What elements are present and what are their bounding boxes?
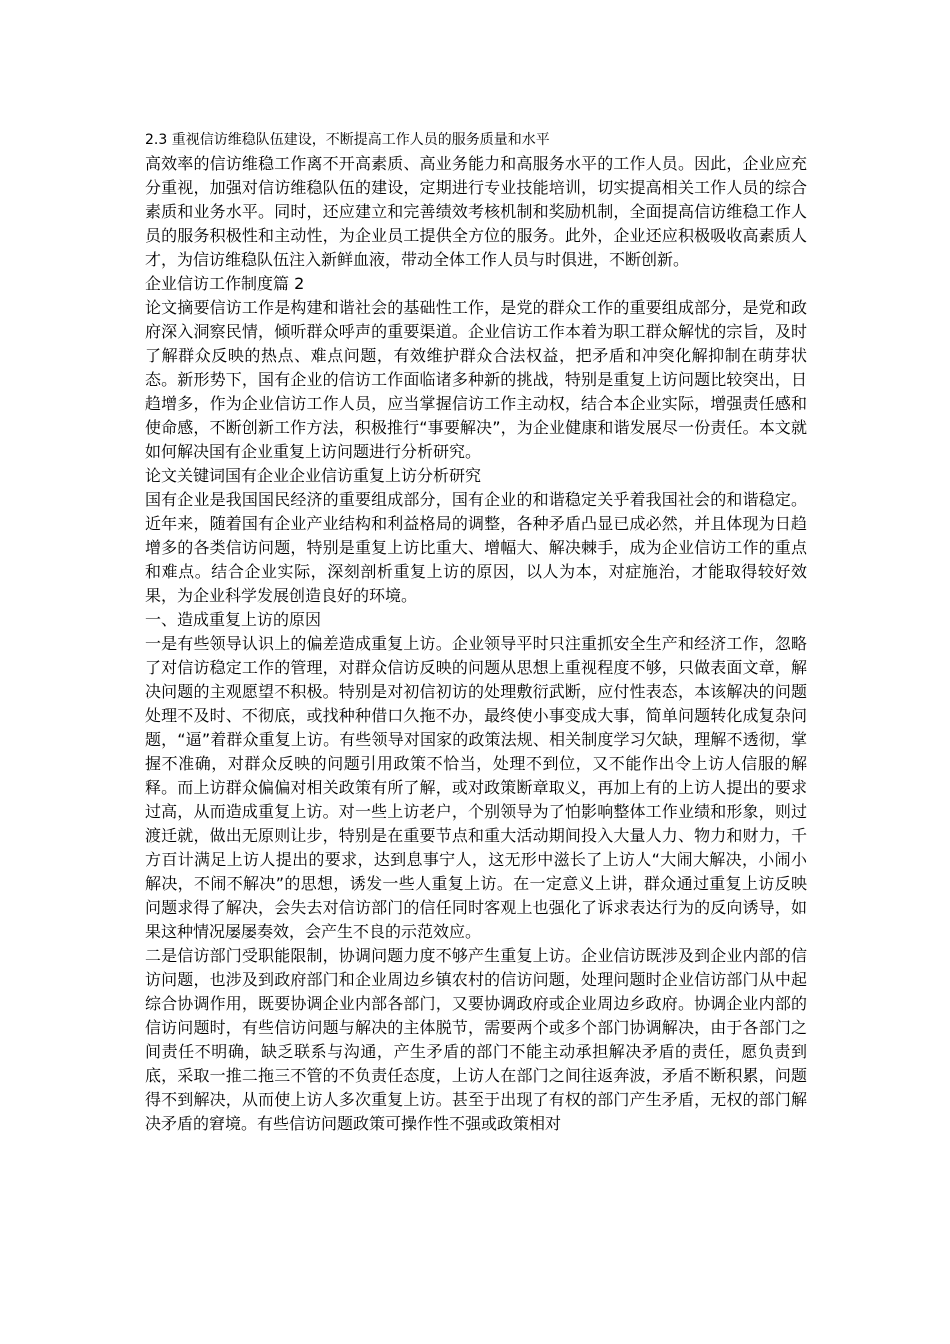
paragraph: 二是信访部门受职能限制，协调问题力度不够产生重复上访。企业信访既涉及到企业内部的信访问题，也涉及到政府部门和企业周边乡镇农村的信访问题，处理问题时企业信访部门从中起综合协调作用，既要协调企业内部各部门，又要协调政府或企业周边乡政府。协调企业内部的信访问题时，有些信访问题与解决的主体脱节，需要两个或多个部门协调解决，由于各部门之间责任不明确，缺乏联系与沟通，产生矛盾的部门不能主动承担解决矛盾的责任，愿负责到底，采取一推二拖三不管的不负责任态度，上访人在部门之间往返奔波，矛盾不断积累，问题得不到解决，从而使上访人多次重复上访。甚至于出现了有权的部门产生矛盾，无权的部门解决矛盾的窘境。有些信访问题政策可操作性不强或政策相对 — [145, 946, 807, 1133]
paragraph: 一是有些领导认识上的偏差造成重复上访。企业领导平时只注重抓安全生产和经济工作，忽略了对信访稳定工作的管理，对群众信访反映的问题从思想上重视程度不够，只做表面文章，解决问题的主观愿望不积极。特别是对初信初访的处理敷衍武断，应付性表态，本该解决的问题处理不及时、不彻底，或找种种借口久拖不办，最终使小事变成大事，简单问题转化成复杂问题，“逼”着群众重复上访。有些领导对国家的政策法规、相关制度学习欠缺，理解不透彻，掌握不准确，对群众反映的问题引用政策不恰当，处理不到位，又不能作出令上访人信服的解释。而上访群众偏偏对相关政策有所了解，或对政策断章取义，再加上有的上访人提出的要求过高，从而造成重复上访。对一些上访老户，个别领导为了怕影响整体工作业绩和形象，则过渡迁就，做出无原则让步，特别是在重要节点和重大活动期间投入大量人力、物力和财力，千方百计满足上访人提出的要求，达到息事宁人，这无形中滋长了上访人“大闹大解决，小闹小解决，不闹不解决”的思想，诱发一些人重复上访。在一定意义上讲，群众通过重复上访反映问题求得了解决，会失去对信访部门的信任同时客观上也强化了诉求表达行为的反向诱导，如果这种情况屡屡奏效，会产生不良的示范效应。 — [145, 634, 807, 941]
paragraph: 国有企业是我国国民经济的重要组成部分，国有企业的和谐稳定关乎着我国社会的和谐稳定。近年来，随着国有企业产业结构和利益格局的调整，各种矛盾凸显已成必然，并且体现为日趋增多的各类信访问题，特别是重复上访比重大、增幅大、解决棘手，成为企业信访工作的重点和难点。结合企业实际，深刻剖析重复上访的原因，以人为本，对症施治，才能取得较好效果，为企业科学发展创造良好的环境。 — [145, 490, 807, 605]
paragraph: 一、造成重复上访的原因 — [145, 610, 322, 629]
document-page — [145, 128, 807, 1136]
paragraph: 论文关键词国有企业企业信访重复上访分析研究 — [145, 466, 482, 485]
section-heading: 企业信访工作制度篇 2 — [145, 274, 305, 293]
section-heading: 2.3 重视信访维稳队伍建设，不断提高工作人员的服务质量和水平 — [145, 132, 550, 148]
paragraph: 高效率的信访维稳工作离不开高素质、高业务能力和高服务水平的工作人员。因此，企业应充分重视，加强对信访维稳队伍的建设，定期进行专业技能培训，切实提高相关工作人员的综合素质和业务水平。同时，还应建立和完善绩效考核机制和奖励机制，全面提高信访维稳工作人员的服务积极性和主动性，为企业员工提供全方位的服务。此外，企业还应积极吸收高素质人才，为信访维稳队伍注入新鲜血液，带动全体工作人员与时俱进，不断创新。 — [145, 154, 807, 269]
paragraph: 论文摘要信访工作是构建和谐社会的基础性工作，是党的群众工作的重要组成部分，是党和政府深入洞察民情，倾听群众呼声的重要渠道。企业信访工作本着为职工群众解忧的宗旨，及时了解群众反映的热点、难点问题，有效维护群众合法权益，把矛盾和冲突化解抑制在萌芽状态。新形势下，国有企业的信访工作面临诸多种新的挑战，特别是重复上访问题比较突出，日趋增多，作为企业信访工作人员，应当掌握信访工作主动权，结合本企业实际，增强责任感和使命感，不断创新工作方法，积极推行“事要解决”，为企业健康和谐发展尽一份责任。本文就如何解决国有企业重复上访问题进行分析研究。 — [145, 298, 807, 461]
